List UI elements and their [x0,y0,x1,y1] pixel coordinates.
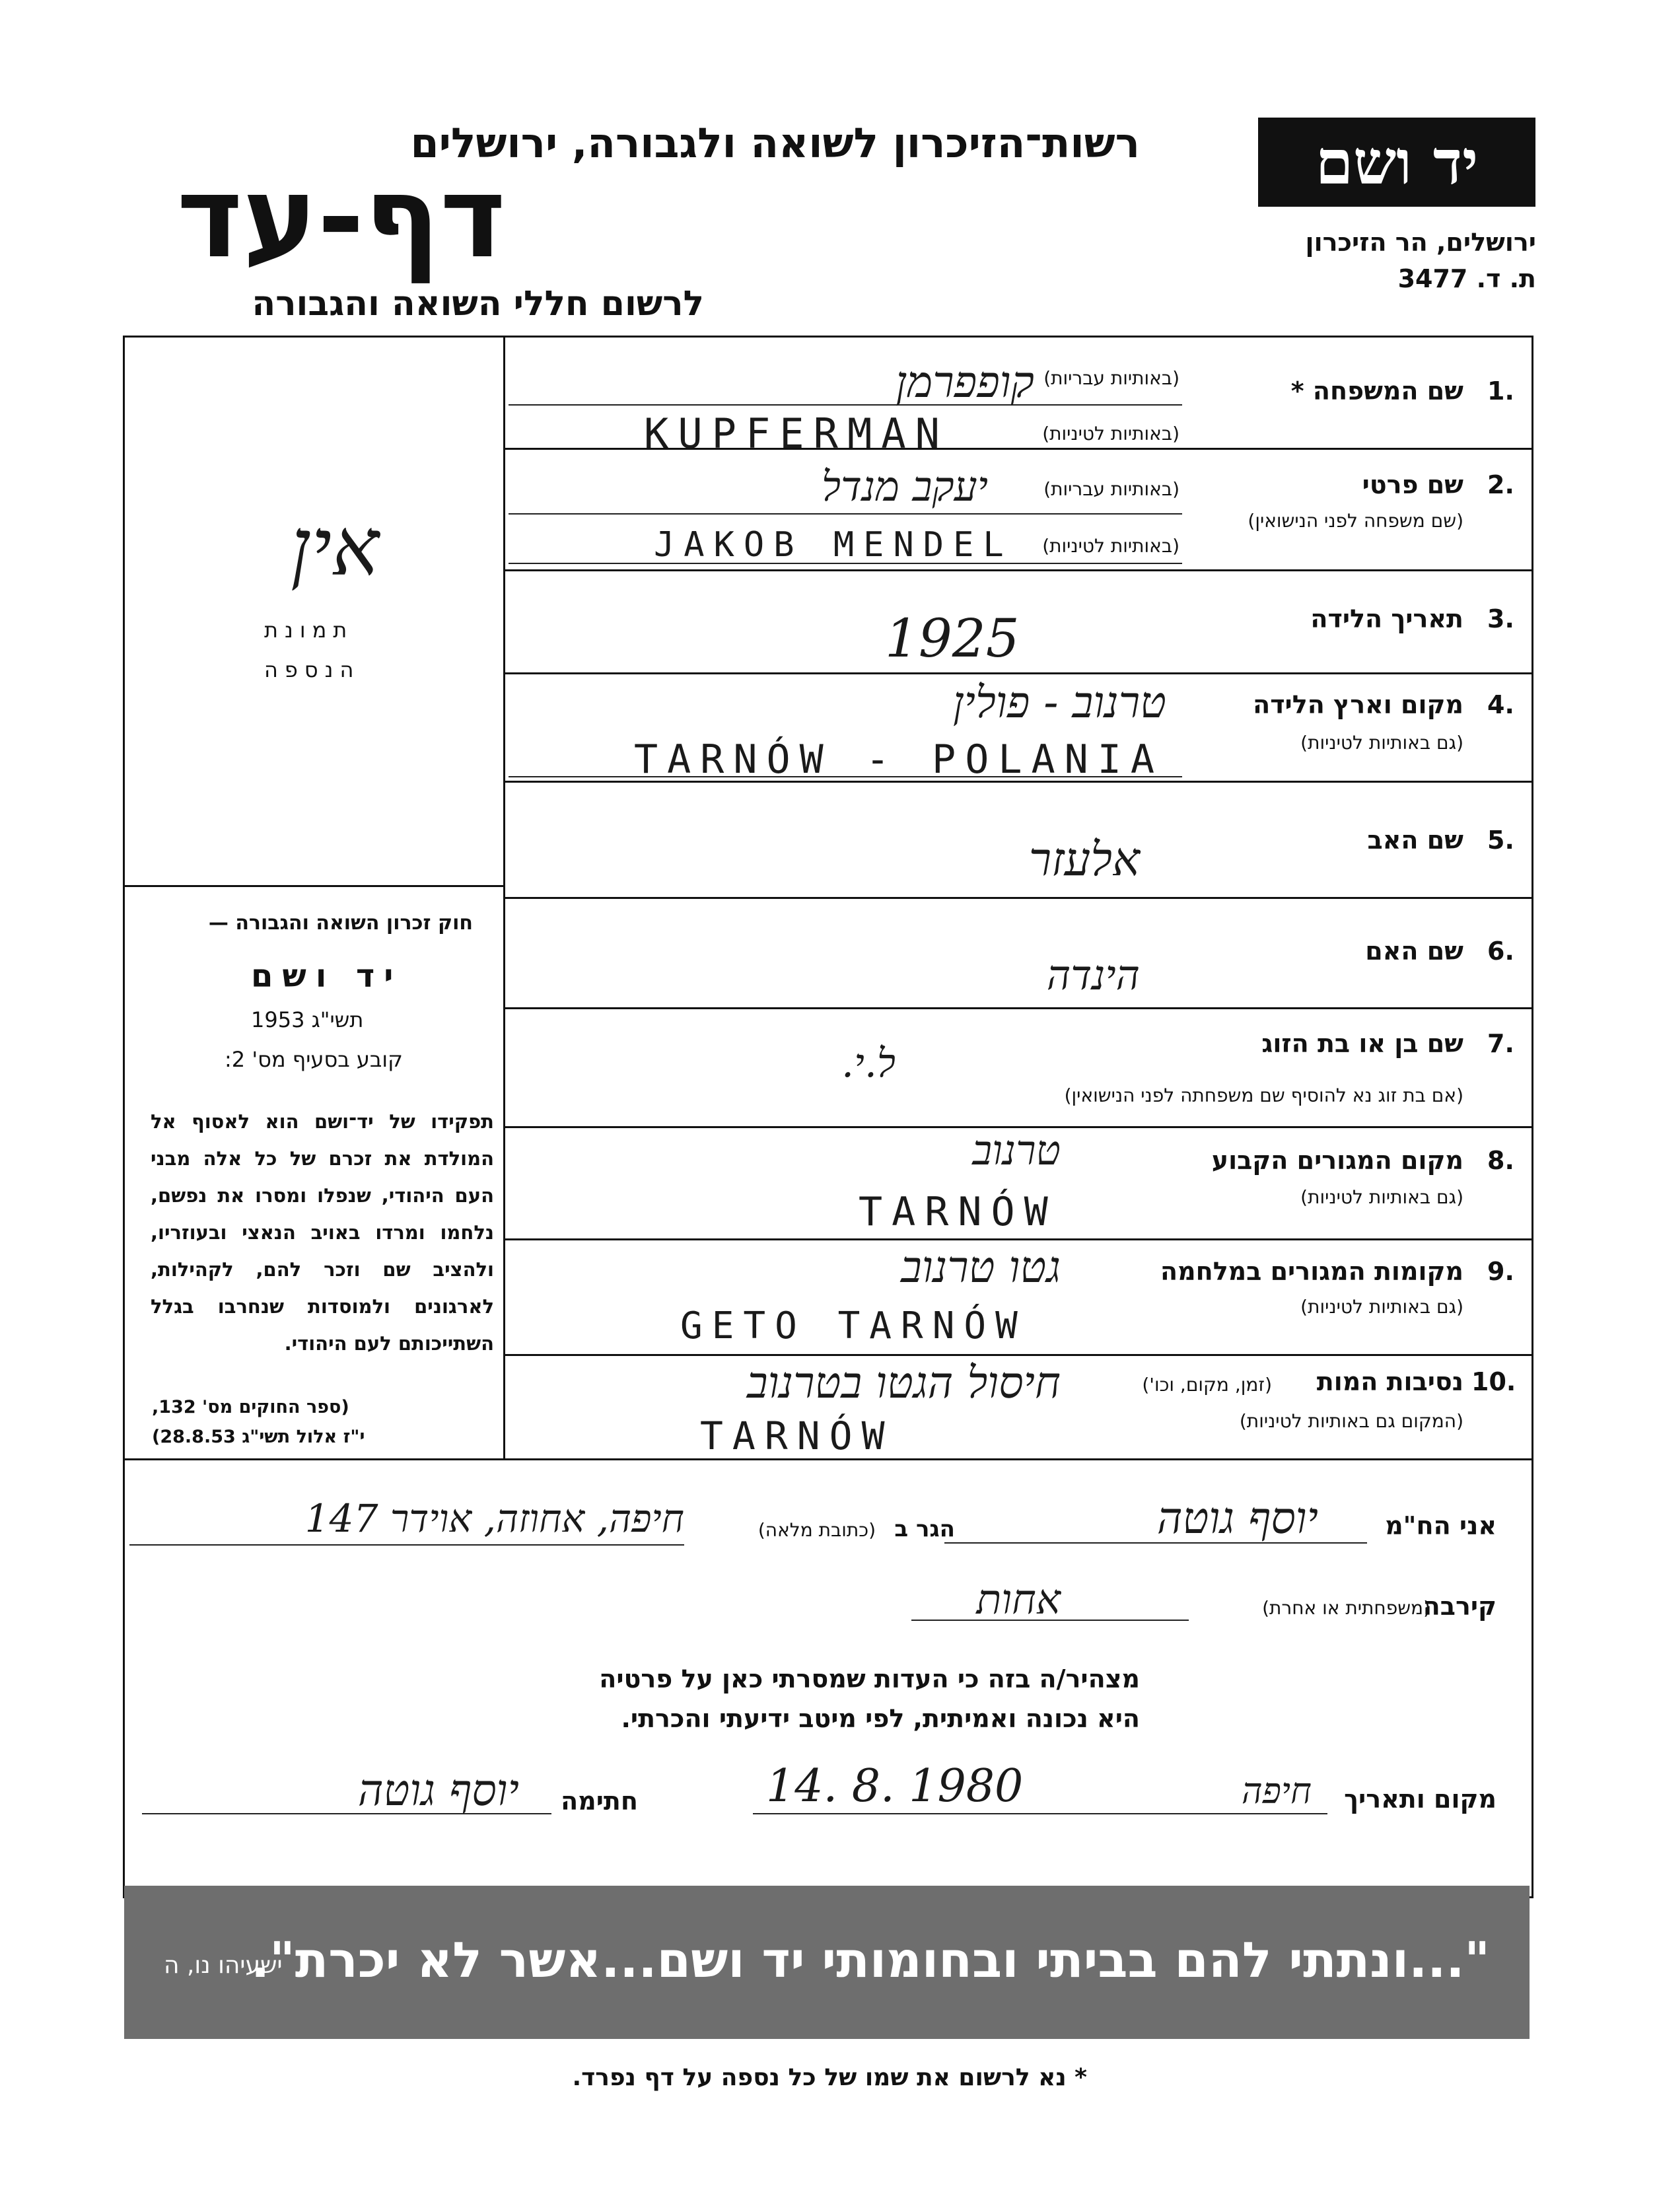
date-value: 14. 8. 1980 [766,1760,1024,1812]
row-separator [504,897,1532,899]
field-9-label: מקומות המגורים במלחמה [1160,1257,1463,1286]
field-7-label: שם בן או בת הזוג [1261,1029,1463,1058]
relation-hint: (משפחתית או אחרת) [1262,1597,1430,1619]
banner-source: ישעיהו נו, ה [164,1952,283,1979]
field-9-number: 9. [1487,1257,1514,1286]
field-5-value: אלעזר [1028,832,1140,886]
quote-banner [124,1886,1530,2039]
field-4-value-lat: TARNÓW - POLANIA [634,736,1164,783]
row-separator [504,569,1532,571]
field-5-label: שם האב [1367,826,1463,855]
law-text: תפקידו של יד־ושם הוא לאסוף אל המולדת את זכרם של כל אלה מבני העם היהודי, שנפלו ומסרו את נפשם, נלחמו ומרדו באויב הנאצי ובעוזריו, ולהציב שם וזכר להם, לקהילות, לארגונים ולמוסדות שנחרבו בגלל השתייכותם לעם היהודי. [151,1110,494,1355]
row-separator [504,672,1532,674]
field-4-label: מקום וארץ הלידה [1253,690,1463,719]
field-1-value-heb: קופפרמן [896,357,1034,408]
statement-line1: מצהיר/ה בזה כי העדות שמסרתי כאן על פרטיה [599,1664,1140,1694]
field-2-sub: (שם משפחה לפני הנישואין) [1248,510,1463,532]
field-3-number: 3. [1487,604,1514,633]
law-ref-2: י"ז אלול תשי"ג 28.8.53) [152,1427,365,1447]
form-subtitle: לרשום חללי השואה והגבורה [252,284,704,324]
photo-handwriting: אין [291,502,380,594]
org-line: רשות־הזיכרון לשואה ולגבורה, ירושלים [410,119,1140,167]
signature-label: חתימה [561,1787,638,1816]
field-1-value-lat: KUPFERMAN [644,410,949,458]
field-block-bottom [123,1458,1532,1460]
field-8-value-heb: טרנוב [972,1126,1061,1174]
law-year: תשי"ג 1953 [251,1007,364,1032]
address-hint: (כתובת מלאה) [757,1519,876,1541]
relation-value: אחות [976,1575,1061,1623]
field-2-label: שם פרטי [1362,470,1463,499]
field-9-value-lat: GETO TARNÓW [680,1304,1027,1347]
field-8-number: 8. [1487,1146,1514,1175]
field-10-label: נסיבות המות [1316,1367,1463,1396]
address-value: חיפה, אחוזה, אוידר 147 [304,1496,684,1541]
field-10-value-lat: TARNÓW [700,1413,894,1458]
field-5-number: 5. [1487,826,1514,855]
field-8-label: מקום המגורים הקבוע [1211,1146,1463,1175]
writing-line [509,404,1182,406]
field-2-number: 2. [1487,470,1514,499]
yad-vashem-logo [1258,118,1535,207]
field-10-value-heb: חיסול הגטו בטרנוב [746,1357,1061,1408]
declarant-name: יוסף גוטה [1156,1493,1318,1544]
field-1-number: 1. [1487,376,1514,406]
field-1-hint-lat: (באותיות לטיניות) [1042,423,1180,445]
law-title: חוק זכרון השואה והגבורה — [208,911,473,935]
statement-line2: היא נכונה ואמיתית, לפי מיטב ידיעתי והכרתי. [621,1704,1140,1733]
po-box: ת. ד. 3477 [1397,264,1536,293]
field-2-value-lat: JAKOB MENDEL [654,525,1013,565]
photo-label-line2: הנספה [264,657,361,682]
footnote: * נא לרשום את שמו של כל נספה על דף נפרד. [572,2064,1087,2091]
field-7-sub: (אם בת זוג נא להוסיף שם משפחתה לפני הנישואין) [1064,1085,1463,1106]
field-10-number: 10. [1471,1367,1516,1396]
address-line [129,1544,684,1546]
resident-label: הגר ב [894,1516,955,1542]
law-section: קובע בסעיף מס' 2: [225,1047,403,1072]
field-3-value: 1925 [885,608,1020,669]
sidebar-photo-divider [123,885,504,887]
field-1-hint-heb: (באותיות עבריות) [1043,367,1180,389]
field-6-number: 6. [1487,937,1514,966]
field-6-value: הינדה [1046,951,1140,999]
field-4-value-heb: טרנוב - פולין [952,677,1166,728]
field-3-label: תאריך הלידה [1310,604,1463,633]
law-ref-1: (ספר החוקים מס' 132, [152,1397,349,1417]
declarant-label: אני הח"מ [1385,1511,1497,1540]
photo-label-line1: תמונת [264,618,354,643]
field-8-sub: (גם באותיות לטיניות) [1300,1186,1463,1208]
place-date-line [753,1813,1327,1814]
field-10-hint: (זמן, מקום, וכו') [1142,1374,1272,1396]
field-8-value-lat: TARNÓW [859,1189,1057,1235]
signature-value: יוסף גוטה [357,1765,519,1816]
address: ירושלים, הר הזיכרון [1305,228,1536,257]
field-7-value: ל.י. [841,1040,896,1087]
banner-quote: "...ונתתי להם בביתי ובחומותי יד ושם...אשר לא יכרת". [251,1932,1490,1989]
field-4-number: 4. [1487,690,1514,719]
row-separator [504,1354,1532,1356]
logo-text: יד ושם [1315,126,1479,198]
field-2-hint-lat: (באותיות לטיניות) [1042,535,1180,557]
field-2-hint-heb: (באותיות עבריות) [1043,478,1180,500]
form-title: דף-עד [176,153,506,283]
field-6-label: שם האם [1365,937,1463,966]
law-name: יד ושם [251,958,403,995]
row-separator [504,1238,1532,1240]
field-4-sub: (גם באותיות לטיניות) [1300,732,1463,754]
place-date-label: מקום ותאריך [1344,1785,1497,1814]
field-9-sub: (גם באותיות לטיניות) [1300,1296,1463,1318]
relation-label: קירבה [1423,1592,1497,1621]
field-7-number: 7. [1487,1029,1514,1058]
writing-line [509,513,1182,515]
field-9-value-heb: גטו טרנוב [901,1242,1061,1293]
place-value: חיפה [1241,1770,1312,1812]
field-10-sub: (המקום גם באותיות לטיניות) [1239,1410,1463,1432]
field-1-label: שם המשפחה * [1290,376,1463,406]
field-2-value-heb: יעקב מנדל [821,462,988,511]
row-separator [504,1007,1532,1009]
